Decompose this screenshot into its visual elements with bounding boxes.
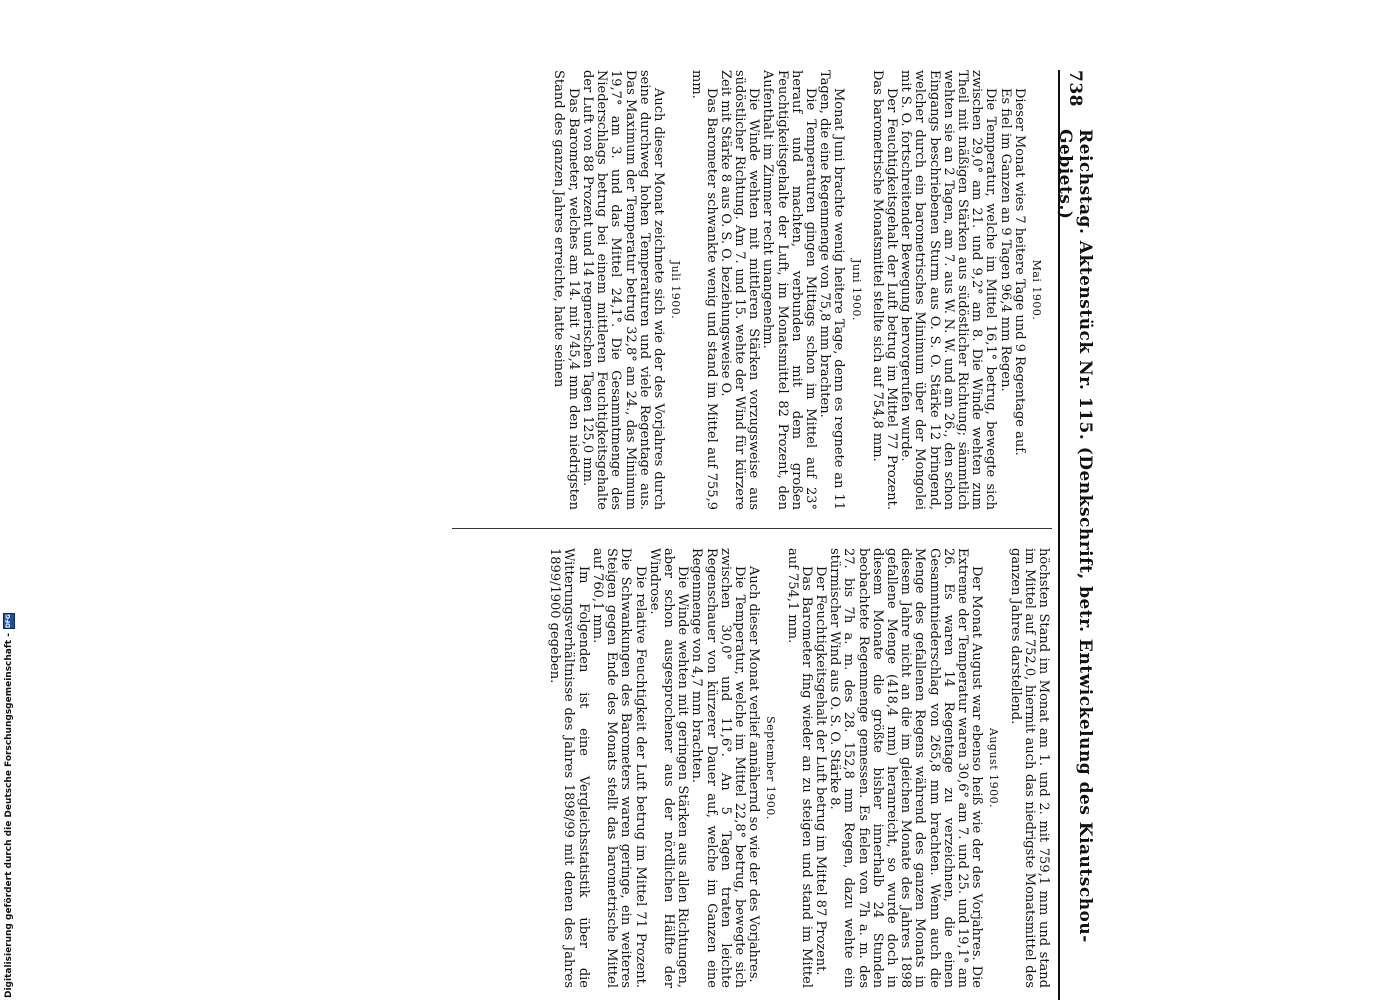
paragraph: Die Temperaturen gingen Mittags schon im Mittel auf 23° herauf und machten, verbunden mit dem großen Feuchtigkeitsgehalte der Luft, im Monatsmittel 82 Prozent, den Aufenthalt im Zimmer recht unangenehm. [760,70,818,510]
paragraph: Monat Juni brachte wenig heitere Tage, denn es regnete an 11 Tagen, die eine Regenmenge von 75,8 mm brachten. [817,70,847,510]
section-heading: September 1900. [764,716,778,820]
right-column [547,548,1050,988]
paragraph: Der Monat August war ebenso heiß wie der des Vorjahres. Die Extreme der Temperatur waren 30,6° am 7. und 25. und 19,1° am 26. Es waren 14 Regentage zu verzeichnen, die einen Gesammtniederschlag von 265,8 mm brachten. Wenn auch die Menge des gefallenen Regens während des ganzen Monats in diesem Jahre nicht an die im gleichen Monate des Jahres 1898 gefallene Menge (418,4 mm) heranreicht, so wurde doch in diesem Monate die größte bisher innerhalb 24 Stunden beobachtete Regenmenge gemessen. Es fielen von 7h a. m. des 27. bis 7h a. m. des 28. 152,8 mm Regen, dazu wehte ein stürmischer Wind aus O. S. O. Stärke 8. [827,548,985,988]
section-heading: Juni 1900. [849,258,863,322]
section-heading: August 1900. [987,727,1001,809]
digitization-credit [2,598,16,998]
paragraph: Die relative Feuchtigkeit der Luft betrug im Mittel 71 Prozent. Die Schwankungen des Barometers waren geringe, ein weiteres Steigen gegen Ende des Monats stellt das barometrische Mittel auf 760,1 mm. [589,548,648,988]
paragraph: Es fiel im Ganzen an 9 Tagen 96,4 mm Regen. [997,88,1013,392]
section-heading: Juli 1900. [669,260,683,320]
paragraph: höchsten Stand im Monat am 1. und 2. mit 759,1 mm und stand im Mittel auf 752,0, hiermit auch das niedrigste Monatsmittel des ganzen Jahres darstellend. [1007,548,1051,988]
page-number: 738 [1065,70,1085,107]
paragraph: Auch dieser Monat zeichnete sich wie der des Vorjahres durch seine durchweg hohen Temperaturen und viele Regentage aus. Das Maximum der Temperatur betrug 32,8° am 24., das Minimum 19,7° am 3. und das Mittel 24,1°. Die Gesammtmenge des Niederschlags betrug bei einem mittleren Feuchtigkeitsgehalte der Luft von 88 Prozent und 14 regnerischen Tagen 125,0 mm. [579,70,666,510]
paragraph: Das Barometer schwankte wenig und stand im Mittel auf 755,9 mm. [689,70,719,510]
credit-text: Digitalisierung gefördert durch die Deutsche Forschungsgemeinschaft - [4,633,14,998]
section-heading: Mai 1900. [1030,259,1043,321]
page-header [1055,70,1095,1000]
paragraph: Im Folgenden ist eine Vergleichsstatistik über die Witterungsverhältnisse des Jahres 1898/99 mit denen des Jahres 1899/1900 gegeben. [547,548,591,988]
paragraph: Der Feuchtigkeitsgehalt der Luft betrug im Mittel 77 Prozent. Das barometrische Monatsmittel stellte sich auf 754,8 mm. [869,70,899,510]
left-column [551,70,1050,510]
paragraph: Das Barometer, welches am 14. mit 745,4 mm den niedrigsten Stand des ganzen Jahres erreichte, hatte seinen [551,70,581,510]
column-divider [452,528,1052,529]
dfg-logo: DFG [3,613,15,629]
paragraph: Die Winde wehten mit geringen Stärken aus allen Richtungen, aber schon ausgesprochener aus der nördlichen Hälfte der Windrose. [646,548,691,988]
paragraph: Der Feuchtigkeitsgehalt der Luft betrug im Mittel 87 Prozent. [812,566,828,976]
paragraph: Die Temperatur, welche im Mittel 16,1° betrug, bewegte sich zwischen 29,0° am 21. und 9,2° am 8. Die Winde wehten zum Theil mit mäßigen Stärken aus südöstlicher Richtung; sämmtlich wehten sie an 2 Tagen, am 7. aus W. N. W. und am 26., den schon Eingangs beschriebenen Sturm aus O. S. O. Stärke 12 bringend, welcher durch ein barometrisches Minimum über der Mongolei mit S. O. fortschreitender Bewegung hervorgerufen wurde. [898,70,999,510]
paragraph: Das Barometer fing wieder an zu steigen und stand im Mittel auf 754,1 mm. [784,548,814,988]
paragraph: Dieser Monat wies 7 heitere Tage und 9 Regentage auf. [1011,88,1027,456]
page-title: Reichstag. Aktenstück Nr. 115. (Denkschrift, betr. Entwickelung des Kiautschou-Gebiets.) [1055,129,1095,943]
paragraph: Die Winde wehten mit mittleren Stärken vorzugsweise aus südöstlicher Richtung. Am 7. und 15. wehte der Wind für kürzere Zeit mit Stärke 8 aus O. S. O. beziehungsweise O. [717,70,762,510]
paragraph: Auch dieser Monat verlief annähernd so wie der des Vorjahres. [746,566,762,983]
paragraph: Die Temperatur, welche im Mittel 22,8° betrug, bewegte sich zwischen 30,0° und 11,6°. An 5 Tagen traten leichte Regenschauer von kürzerer Dauer auf, welche im Ganzen eine Regenmenge von 4,7 mm brachten. [689,548,747,988]
rotated-page [370,70,1095,1000]
